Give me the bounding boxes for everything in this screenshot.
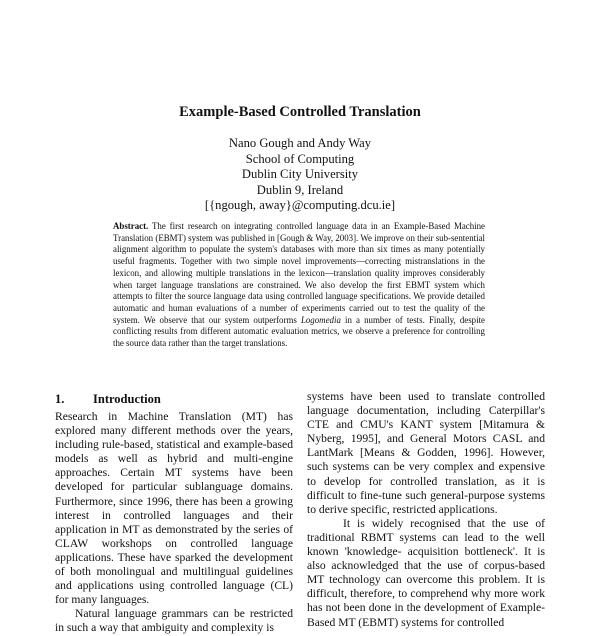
abstract-text-part2: in a number of tests. Finally, despite conflicting results from different automatic evaluation metrics, we observe a preference for controlling the source data rather than the target translations. [113, 314, 485, 349]
author-block [0, 136, 600, 214]
author-city: Dublin 9, Ireland [256, 182, 344, 197]
right-paragraph-1: systems have been used to translate controlled language documentation, including Caterpillar's CTE and CMU's KANT system [Mitamura & Nyberg, 1995], and General Motors CASL and LantMark [Means & Godden, 1996]. However, such systems can be very complex and expensive to develop for controlled translation, as it is difficult to fine-tune such general-purpose systems to derive specific, restricted applications. [307, 390, 545, 516]
author-names: Nano Gough and Andy Way [228, 136, 372, 150]
abstract-label: Abstract. [113, 221, 149, 231]
author-department: School of Computing [245, 151, 355, 166]
abstract-text-part1: The first research on integrating controlled language data in an Example-Based Machine Translation (EBMT) system was published in [Gough & Way, 2003]. We improve on their sub-sentential alignment algorithm to populate the system's databases with more than six times as many potentially useful fragments. Together with two simple novel improvements—correcting mistranslations in the lexicon, and allowing multiple translations in the lexicon—translation quality improves considerably when target language translations are constrained. We also develop the first EBMT system which attempts to filter the source language data using controlled language specifications. We provide detailed automatic and human evaluations of a number of experiments carried out to test the quality of the system. We observe that our system outperforms [113, 221, 485, 325]
left-paragraph-2: Natural language grammars can be restricted in such a way that ambiguity and complexity is [55, 607, 293, 635]
abstract-italic-term: Logomedia [300, 314, 341, 325]
abstract [113, 221, 485, 350]
author-university: Dublin City University [241, 167, 359, 182]
right-column [307, 390, 545, 630]
section-title: Introduction [93, 392, 161, 406]
paper-title: Example-Based Controlled Translation [179, 104, 421, 120]
left-column [55, 410, 293, 636]
section-number: 1. [55, 392, 65, 406]
right-paragraph-2: It is widely recognised that the use of traditional RBMT systems can lead to the well known 'knowledge- acquisition bottleneck'. It is also acknowledged that the use of corpus-based MT technology can overcome this problem. It is difficult, therefore, to comprehend why more work has not been done in the development of Example-Based MT (EBMT) systems for controlled [307, 516, 545, 629]
author-email: [{ngough, away}@computing.dcu.ie] [204, 198, 396, 213]
left-paragraph-1: Research in Machine Translation (MT) has explored many different methods over the years, including rule-based, statistical and example-based models as well as hybrid and multi-engine approaches. Certain MT systems have been developed for particular sublanguage domains. Furthermore, since 1996, there has been a growing interest in controlled languages and their application in MT as demonstrated by the series of CLAW workshops on controlled language applications. These have sparked the development of both monolingual and multilingual guidelines and applications using controlled language (CL) for many languages. [55, 410, 293, 607]
section-heading [55, 392, 255, 407]
